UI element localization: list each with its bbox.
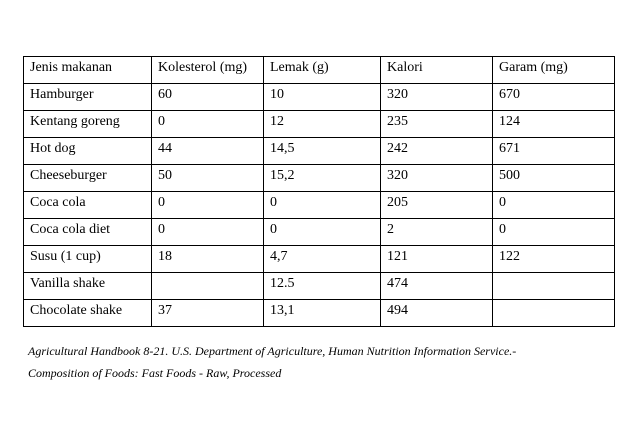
table-cell-calories: 205 [381, 192, 493, 219]
table-cell-food-type: Coca cola diet [24, 219, 152, 246]
table-cell-cholesterol: 0 [152, 111, 264, 138]
table-cell-fat: 0 [264, 219, 381, 246]
table-cell-salt: 500 [493, 165, 615, 192]
table-cell-salt: 0 [493, 219, 615, 246]
table-cell-fat: 0 [264, 192, 381, 219]
caption-line-1: Agricultural Handbook 8-21. U.S. Department of Agriculture, Human Nutrition Information Service.- [28, 344, 517, 358]
table-cell-cholesterol: 50 [152, 165, 264, 192]
table-cell-salt: 122 [493, 246, 615, 273]
header-cell-fat: Lemak (g) [264, 57, 381, 84]
table-row [24, 165, 615, 192]
table-cell-salt: 0 [493, 192, 615, 219]
table-cell-calories: 242 [381, 138, 493, 165]
header-cell-food-type: Jenis makanan [24, 57, 152, 84]
table-cell-cholesterol: 0 [152, 219, 264, 246]
table-cell-food-type: Hot dog [24, 138, 152, 165]
source-caption [28, 340, 618, 384]
table-cell-cholesterol: 37 [152, 300, 264, 327]
table-row [24, 246, 615, 273]
table-cell-calories: 494 [381, 300, 493, 327]
table-cell-food-type: Coca cola [24, 192, 152, 219]
table-cell-calories: 2 [381, 219, 493, 246]
table-row [24, 273, 615, 300]
table-cell-food-type: Susu (1 cup) [24, 246, 152, 273]
table-cell-cholesterol: 0 [152, 192, 264, 219]
table-cell-cholesterol: 18 [152, 246, 264, 273]
table-cell-cholesterol: 60 [152, 84, 264, 111]
table-cell-cholesterol [152, 273, 264, 300]
table-cell-fat: 13,1 [264, 300, 381, 327]
table-cell-calories: 320 [381, 84, 493, 111]
table-header-row [24, 57, 615, 84]
nutrition-table-container [23, 56, 615, 327]
table-cell-salt: 124 [493, 111, 615, 138]
table-cell-salt [493, 300, 615, 327]
table-row [24, 192, 615, 219]
header-cell-calories: Kalori [381, 57, 493, 84]
table-cell-calories: 320 [381, 165, 493, 192]
table-row [24, 138, 615, 165]
table-cell-fat: 10 [264, 84, 381, 111]
table-cell-fat: 12.5 [264, 273, 381, 300]
table-cell-food-type: Vanilla shake [24, 273, 152, 300]
table-row [24, 84, 615, 111]
table-body [24, 57, 615, 327]
table-cell-fat: 14,5 [264, 138, 381, 165]
table-row [24, 111, 615, 138]
header-cell-cholesterol: Kolesterol (mg) [152, 57, 264, 84]
table-cell-food-type: Hamburger [24, 84, 152, 111]
table-cell-salt: 670 [493, 84, 615, 111]
table-cell-fat: 15,2 [264, 165, 381, 192]
table-cell-calories: 121 [381, 246, 493, 273]
table-cell-salt: 671 [493, 138, 615, 165]
table-cell-cholesterol: 44 [152, 138, 264, 165]
header-cell-salt: Garam (mg) [493, 57, 615, 84]
table-row [24, 219, 615, 246]
nutrition-table [23, 56, 615, 327]
table-cell-food-type: Kentang goreng [24, 111, 152, 138]
table-cell-fat: 4,7 [264, 246, 381, 273]
table-cell-salt [493, 273, 615, 300]
table-cell-fat: 12 [264, 111, 381, 138]
caption-line-2: Composition of Foods: Fast Foods - Raw, Processed [28, 366, 282, 380]
table-cell-food-type: Cheeseburger [24, 165, 152, 192]
table-cell-calories: 474 [381, 273, 493, 300]
table-row [24, 300, 615, 327]
table-cell-food-type: Chocolate shake [24, 300, 152, 327]
table-cell-calories: 235 [381, 111, 493, 138]
